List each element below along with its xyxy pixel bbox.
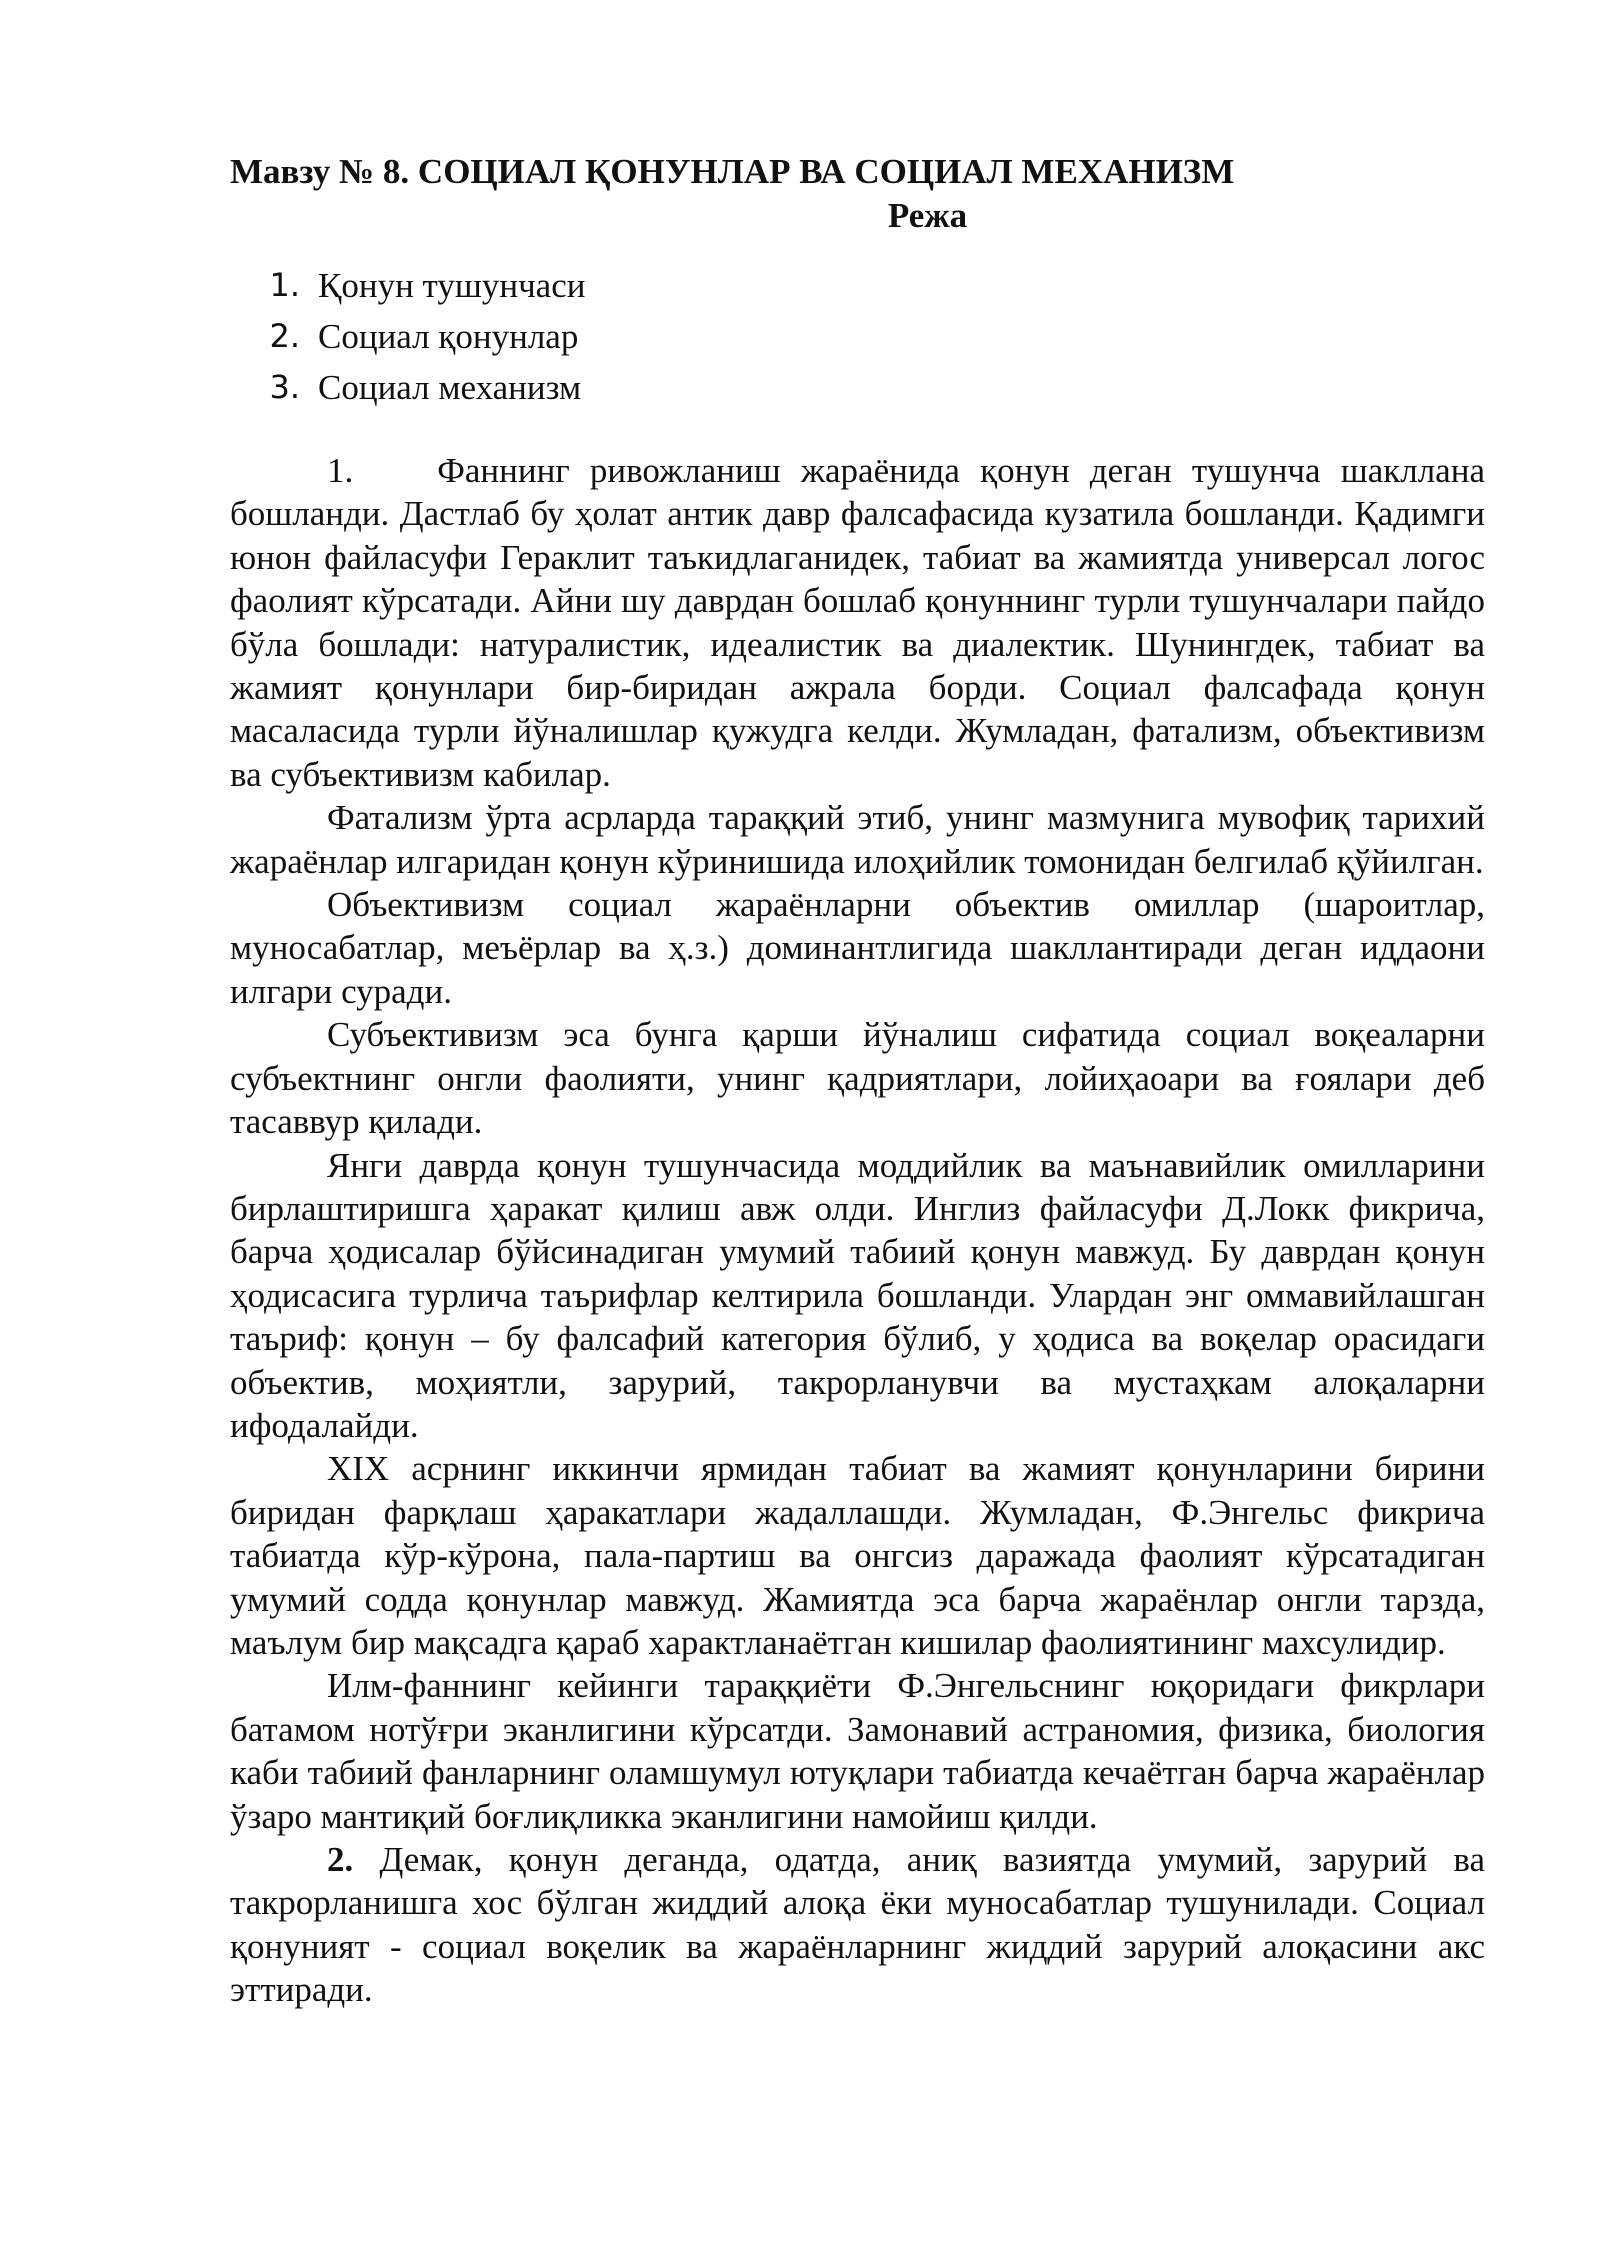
paragraph-5: Янги даврда қонун тушунчасида моддийлик ва маънавийлик омилларини бирлаштиришга ҳаракат қилиш авж олди. Инглиз файласуфи Д.Локк фикрича, барча ҳодисалар бўйсинадиган умумий табиий қонун мавжуд. Бу даврдан қонун ҳодисасига турлича таърифлар келтирила бошланди. Улардан энг оммавийлашган таъриф: қонун – бу фалсафий категория бўлиб, у ҳодиса ва воқелар орасидаги объектив, моҳиятли, зарурий, такрорланувчи ва мустаҳкам алоқаларни ифодалайди. [230,1145,1485,1445]
plan-item-number: 3. [269,368,300,406]
paragraph-6: XIX асрнинг иккинчи ярмидан табиат ва жамият қонунларини бирини биридан фарқлаш ҳаракатлари жадаллашди. Жумладан, Ф.Энгельс фикрича табиатда кўр-кўрона, пала-партиш ва онгсиз даражада фаолият кўрсатадиган умумий содда қонунлар мавжуд. Жамиятда эса барча жараёнлар онгли тарзда, маълум бир мақсадга қараб характланаётган кишилар фаолиятининг махсулидир. [230,1449,1485,1662]
plan-item [230,362,1485,413]
section-number: 1. [327,451,354,490]
paragraph-8 [230,1838,1485,2012]
plan-heading: Режа [887,196,968,235]
plan-item-text: Социал механизм [318,368,582,407]
section-number: 2. [327,1840,354,1879]
plan-item-number: 2. [269,317,300,355]
plan-item-number: 1. [269,266,300,304]
paragraph-3: Объективизм социал жараёнларни объектив омиллар (шароитлар, муносабатлар, меъёрлар ва ҳ.з.) доминантлигида шакллантиради деган иддаони илгари суради. [230,885,1485,1011]
paragraph-2: Фатализм ўрта асрларда тараққий этиб, унинг мазмунига мувофиқ тарихий жараёнлар илгаридан қонун кўринишида илоҳийлик томонидан белгилаб қўйилган. [230,798,1485,881]
body-text [230,449,1485,2012]
paragraph-text: Демак, қонун деганда, одатда, аниқ вазиятда умумий, зарурий ва такрорланишга хос бўлган жиддий алоқа ёки муносабатлар тушунилади. Социал қонуният - социал воқелик ва жараёнларнинг жиддий зарурий алоқасини акс эттиради. [230,1840,1485,2010]
page-title: Мавзу № 8. СОЦИАЛ ҚОНУНЛАР ВА СОЦИАЛ МЕХАНИЗМ [230,152,1235,191]
paragraph-4: Субъективизм эса бунга қарши йўналиш сифатида социал воқеаларни субъектнинг онгли фаолияти, унинг қадриятлари, лойиҳаоари ва ғоялари деб тасаввур қилади. [230,1015,1485,1142]
plan-list [230,260,1485,413]
paragraph-1 [230,449,1485,796]
document-page [230,150,1485,2012]
plan-item-text: Қонун тушунчаси [318,266,586,305]
plan-item [230,260,1485,311]
paragraph-text: Фаннинг ривожланиш жараёнида қонун деган тушунча шакллана бошланди. Дастлаб бу ҳолат антик давр фалсафасида кузатила бошланди. Қадимги юнон файласуфи Гераклит таъкидлаганидек, табиат ва жамиятда универсал логос фаолият кўрсатади. Айни шу даврдан бошлаб қонуннинг турли тушунчалари пайдо бўла бошлади: натуралистик, идеалистик ва диалектик. Шунингдек, табиат ва жамият қонунлари бир-биридан ажрала борди. Социал фалсафада қонун масаласида турли йўналишлар қужудга келди. Жумладан, фатализм, объективизм ва субъективизм кабилар. [230,451,1485,794]
paragraph-7: Илм-фаннинг кейинги тараққиёти Ф.Энгельснинг юқоридаги фикрлари батамом нотўғри эканлигини кўрсатди. Замонавий астраномия, физика, биология каби табиий фанларнинг оламшумул ютуқлари табиатда кечаётган барча жараёнлар ўзаро мантиқий боғлиқликка эканлигини намойиш қилди. [230,1666,1485,1836]
plan-item [230,311,1485,362]
plan-item-text: Социал қонунлар [318,317,579,356]
